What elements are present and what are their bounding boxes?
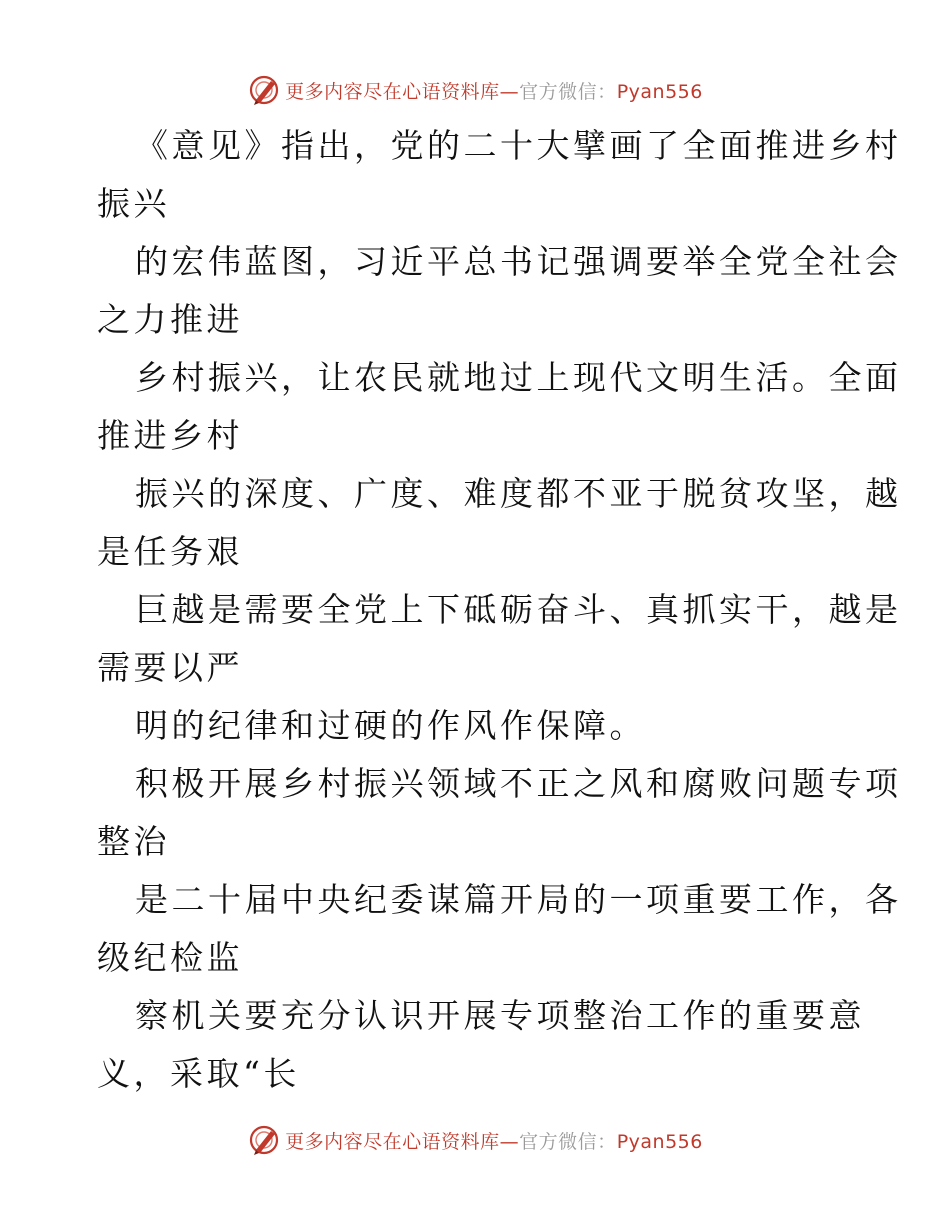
watermark-dash: — (499, 1130, 520, 1153)
text-line: 振兴的深度、广度、难度都不亚于脱贫攻坚，越 (135, 474, 902, 513)
header-watermark (0, 70, 950, 110)
text-line: 明的纪律和过硬的作风作保障。 (135, 706, 646, 745)
text-line: 之力推进 (97, 300, 243, 339)
text-line: 需要以严 (97, 648, 243, 687)
text-line: 整治 (97, 822, 170, 861)
pen-logo-icon (247, 1123, 281, 1157)
text-line: 是二十届中央纪委谋篇开局的一项重要工作，各 (135, 880, 902, 919)
watermark-sub: 官方微信： (519, 1130, 617, 1153)
text-line: 级纪检监 (97, 938, 243, 977)
text-line: 是任务艰 (97, 532, 243, 571)
text-line: 振兴 (97, 184, 170, 223)
watermark-main: 更多内容尽在心语资料库 (285, 80, 500, 103)
text-line: 的宏伟蓝图，习近平总书记强调要举全党全社会 (135, 242, 902, 281)
text-line: 察机关要充分认识开展专项整治工作的重要意 (135, 996, 865, 1035)
text-line: 义，采取“长 (97, 1054, 300, 1093)
text-line: 乡村振兴，让农民就地过上现代文明生活。全面 (135, 358, 902, 397)
watermark-text (285, 1127, 703, 1154)
text-line: 《意见》指出，党的二十大擘画了全面推进乡村 (135, 126, 902, 165)
watermark-id: Pyan556 (616, 1130, 703, 1153)
footer-watermark (0, 1120, 950, 1160)
watermark-sub: 官方微信： (519, 80, 617, 103)
watermark-dash: — (499, 80, 520, 103)
pen-logo-icon (247, 73, 281, 107)
text-line: 巨越是需要全党上下砥砺奋斗、真抓实干，越是 (135, 590, 902, 629)
text-line: 推进乡村 (97, 416, 243, 455)
watermark-text (285, 77, 703, 104)
document-body (97, 117, 902, 1103)
text-line: 积极开展乡村振兴领域不正之风和腐败问题专项 (135, 764, 902, 803)
watermark-main: 更多内容尽在心语资料库 (285, 1130, 500, 1153)
watermark-id: Pyan556 (616, 80, 703, 103)
